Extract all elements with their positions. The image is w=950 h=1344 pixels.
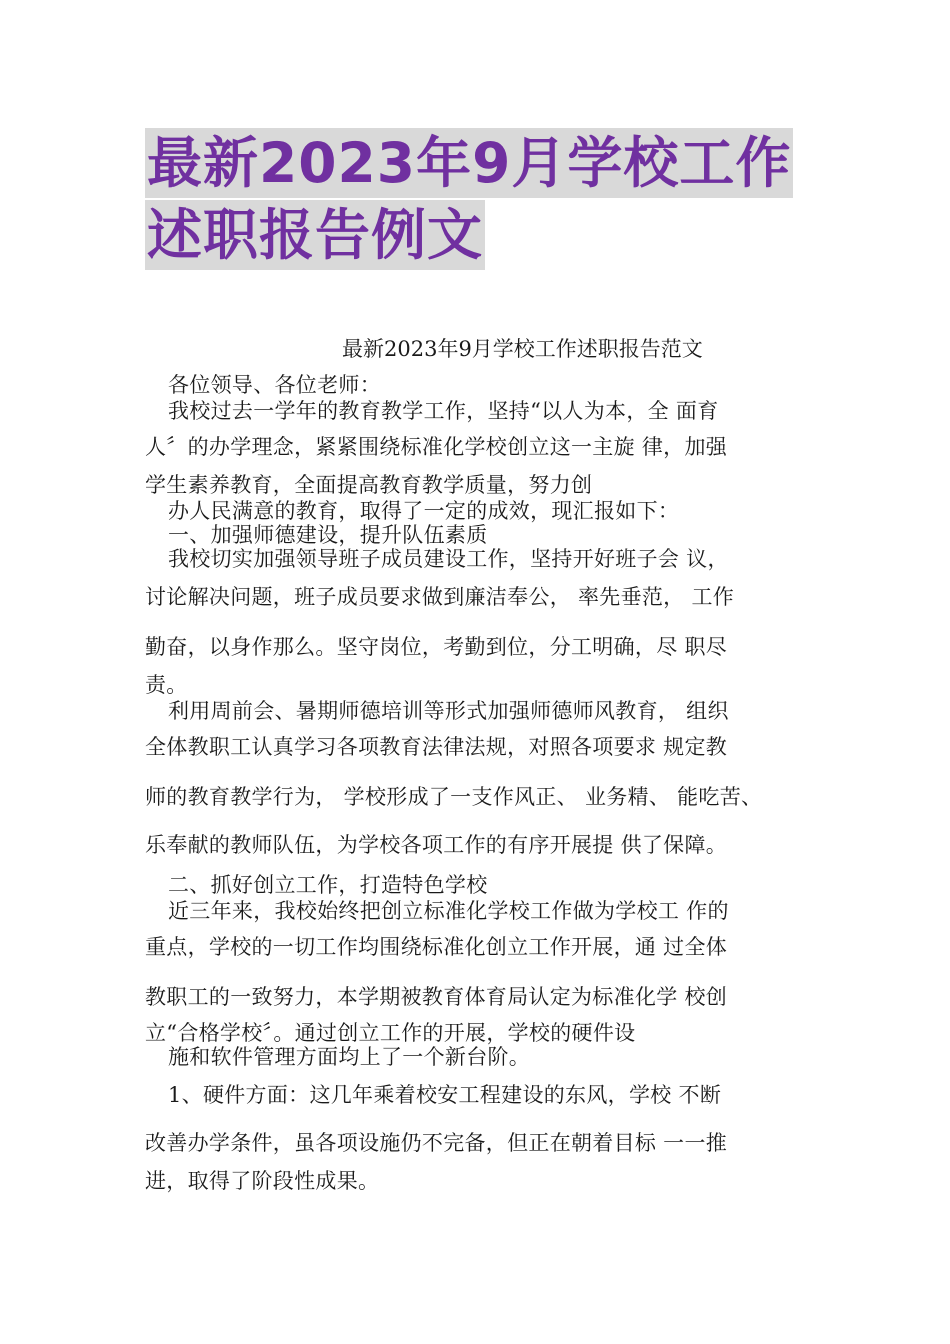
body-line: 乐奉献的教师队伍，为学校各项工作的有序开展提 供了保障。: [145, 833, 728, 857]
body-line: 各位领导、各位老师：: [168, 373, 381, 397]
body-line: 教职工的一致努力，本学期被教育体育局认定为标准化学 校创: [145, 985, 728, 1009]
body-line: 我校过去一学年的教育教学工作，坚持“以人为本，全 面育: [168, 399, 719, 423]
body-line: 勤奋，以身作那么。坚守岗位，考勤到位，分工明确，尽 职尽: [145, 635, 728, 659]
title-line-1: 最新2023年9月学校工作: [145, 128, 793, 198]
section-heading: 一、加强师德建设，提升队伍素质: [168, 523, 488, 547]
body-line: 我校切实加强领导班子成员建设工作，坚持开好班子会 议，: [168, 547, 729, 571]
title-line-2: 述职报告例文: [145, 200, 485, 270]
body-line: 师的教育教学行为， 学校形成了一支作风正、 业务精、 能吃苦、: [145, 785, 763, 809]
body-line: 人〞的办学理念，紧紧围绕标准化学校创立这一主旋 律，加强: [145, 435, 728, 459]
document-title: [145, 128, 825, 270]
body-line: 施和软件管理方面均上了一个新台阶。: [168, 1045, 531, 1069]
body-line: 改善办学条件，虽各项设施仍不完备，但正在朝着目标 一一推: [145, 1131, 728, 1155]
body-line: 立“合格学校〞。通过创立工作的开展，学校的硬件设: [145, 1021, 636, 1045]
body-line: 办人民满意的教育，取得了一定的成效，现汇报如下：: [168, 499, 680, 523]
section-heading: 二、抓好创立工作，打造特色学校: [168, 873, 488, 897]
body-line: 学生素养教育，全面提高教育教学质量，努力创: [145, 473, 593, 497]
body-line: 近三年来，我校始终把创立标准化学校工作做为学校工 作的: [168, 899, 729, 923]
body-line: 责。: [145, 673, 188, 697]
body-line: 进，取得了阶段性成果。: [145, 1169, 380, 1193]
body-line: 讨论解决问题，班子成员要求做到廉洁奉公， 率先垂范， 工作: [145, 585, 735, 609]
body-line: 利用周前会、暑期师德培训等形式加强师德师风教育， 组织: [168, 699, 729, 723]
body-line: 全体教职工认真学习各项教育法律法规，对照各项要求 规定教: [145, 735, 728, 759]
body-line: 重点，学校的一切工作均围绕标准化创立工作开展，通 过全体: [145, 935, 728, 959]
document-subtitle: 最新2023年9月学校工作述职报告范文: [342, 337, 703, 361]
body-line: 1、硬件方面：这几年乘着校安工程建设的东风，学校 不断: [168, 1083, 722, 1107]
